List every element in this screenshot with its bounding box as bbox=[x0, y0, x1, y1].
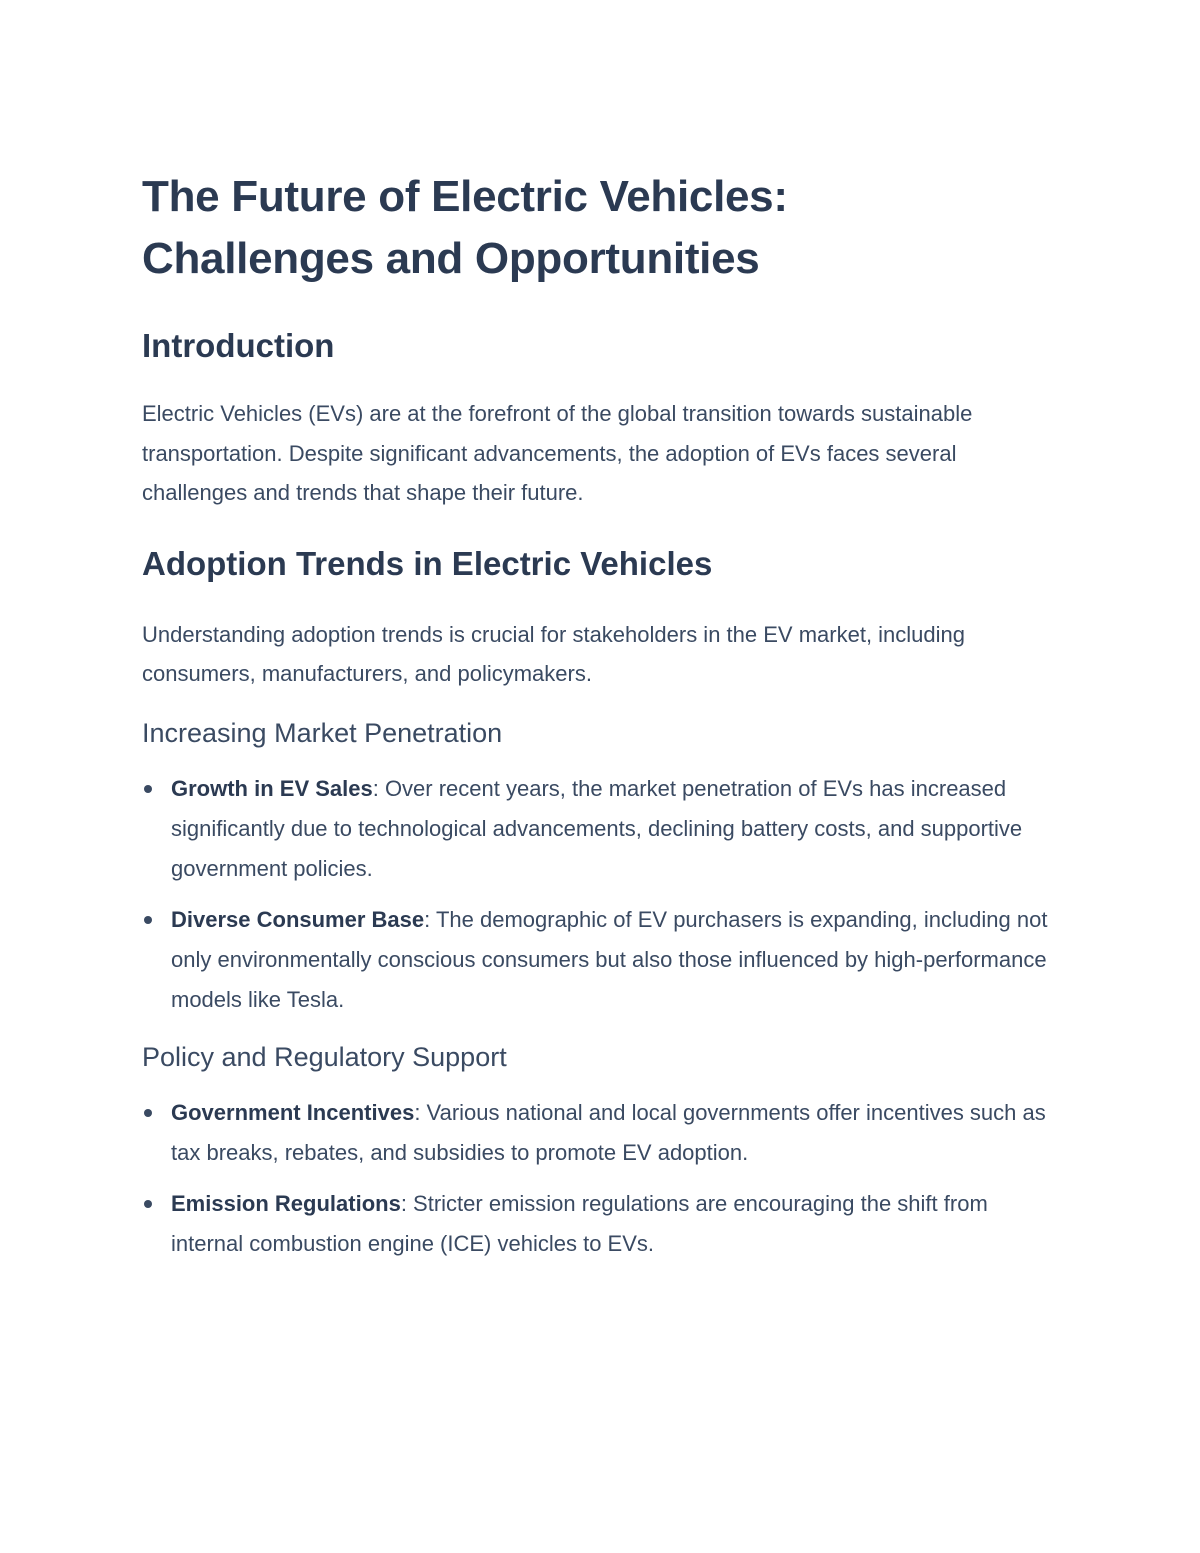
list-item-text: : Stricter emission regulations are encouraging the shift from internal combustion engine (ICE) vehicles to EVs. bbox=[171, 1190, 988, 1256]
introduction-paragraph: Electric Vehicles (EVs) are at the forefront of the global transition towards sustainable transportation. Despite significant advancements, the adoption of EVs faces several challenges and trends that shape their future. bbox=[142, 401, 973, 505]
list-item bbox=[142, 900, 1062, 1020]
title-line-2: Challenges and Opportunities bbox=[142, 234, 760, 283]
list-item-term: Government Incentives bbox=[171, 1099, 415, 1125]
policy-support-heading: Policy and Regulatory Support bbox=[142, 1041, 507, 1072]
list-item-text: : Over recent years, the market penetration of EVs has increased significantly due to technological advancements, declining battery costs, and supportive government policies. bbox=[171, 775, 1023, 881]
introduction-heading: Introduction bbox=[142, 327, 335, 364]
list-item-term: Emission Regulations bbox=[171, 1190, 401, 1216]
adoption-trends-heading: Adoption Trends in Electric Vehicles bbox=[142, 544, 713, 582]
document-title bbox=[142, 166, 1062, 290]
document-content bbox=[142, 166, 1062, 1264]
list-item-term: Growth in EV Sales bbox=[171, 775, 373, 801]
market-penetration-heading: Increasing Market Penetration bbox=[142, 717, 503, 748]
market-penetration-list bbox=[142, 769, 1062, 1020]
title-line-1: The Future of Electric Vehicles: bbox=[142, 172, 788, 221]
adoption-trends-paragraph: Understanding adoption trends is crucial for stakeholders in the EV market, including consumers, manufacturers, and policymakers. bbox=[142, 621, 966, 686]
list-item-term: Diverse Consumer Base bbox=[171, 906, 425, 932]
list-item-text: : Various national and local governments offer incentives such as tax breaks, rebates, and subsidies to promote EV adoption. bbox=[171, 1099, 1046, 1165]
list-item bbox=[142, 1093, 1062, 1173]
policy-support-list bbox=[142, 1093, 1062, 1264]
list-item bbox=[142, 769, 1062, 889]
list-item bbox=[142, 1184, 1062, 1264]
list-item-text: : The demographic of EV purchasers is expanding, including not only environmentally conscious consumers but also those influenced by high-performance models like Tesla. bbox=[171, 906, 1048, 1012]
